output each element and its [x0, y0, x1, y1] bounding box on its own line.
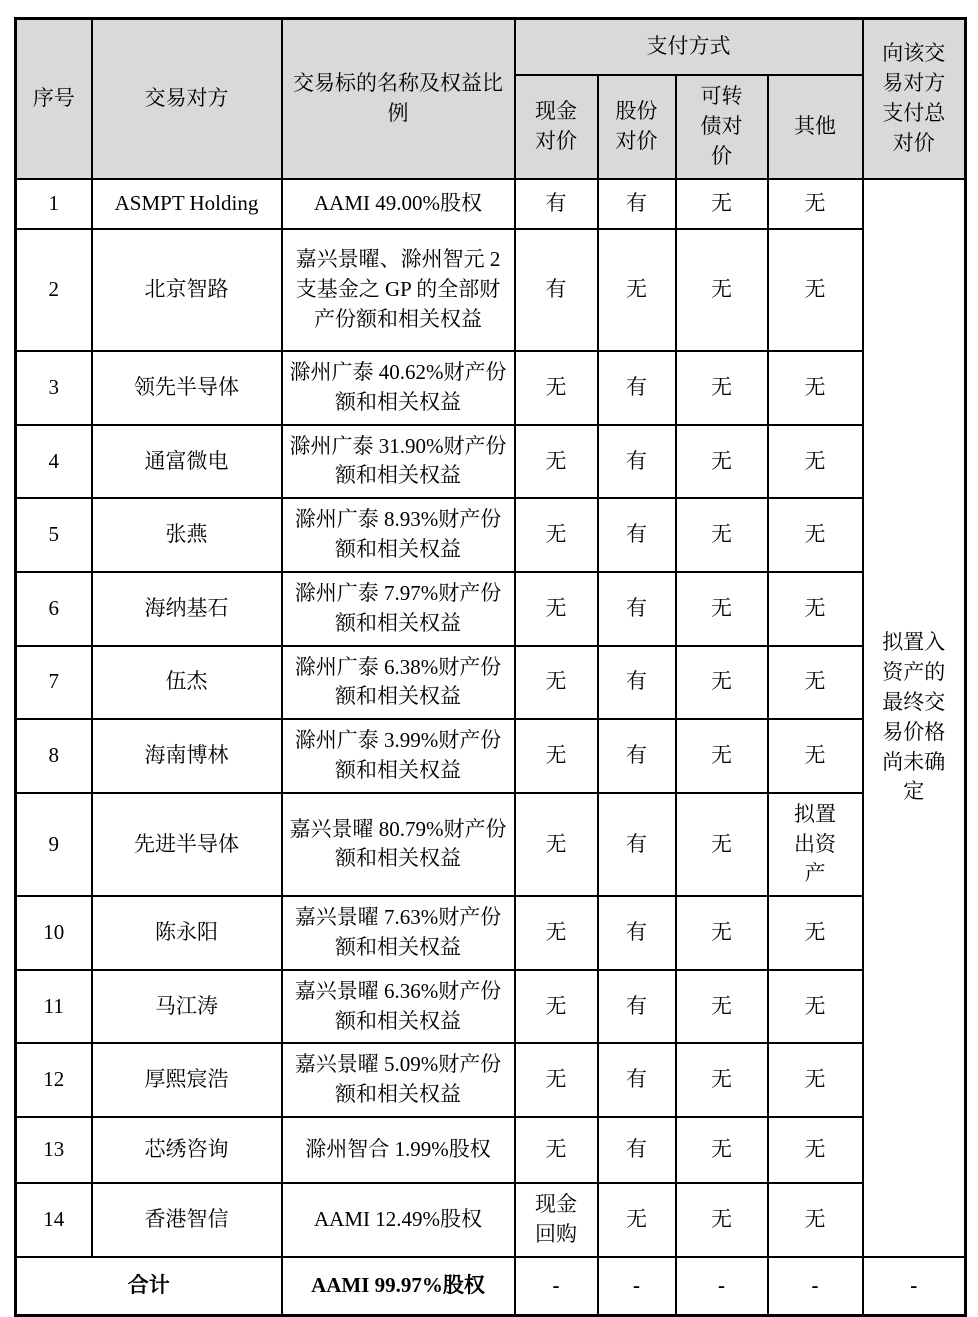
total-grand: - — [863, 1257, 966, 1316]
cell-counterparty: 芯绣咨询 — [92, 1117, 282, 1183]
cell-convertible-text: 无 — [711, 191, 732, 216]
cell-target: 滁州广泰 7.97%财产份额和相关权益 — [282, 572, 515, 646]
cell-convertible — [676, 1183, 768, 1257]
cell-counterparty: 伍杰 — [92, 646, 282, 720]
table-row — [16, 351, 966, 425]
payment-table — [14, 17, 967, 1317]
cell-shares — [598, 572, 676, 646]
cell-other-text: 无 — [804, 1137, 826, 1162]
total-convertible: - — [676, 1257, 768, 1316]
cell-shares — [598, 896, 676, 970]
cell-shares-text: 无 — [626, 277, 647, 302]
cell-counterparty: 北京智路 — [92, 229, 282, 351]
cell-other — [768, 498, 863, 572]
cell-shares-text: 有 — [626, 993, 647, 1018]
table-row — [16, 425, 966, 499]
cell-other — [768, 1043, 863, 1117]
cell-shares-text: 有 — [626, 831, 647, 856]
cell-shares-text: 有 — [626, 669, 647, 694]
cell-target: 嘉兴景曜、滁州智元 2 支基金之 GP 的全部财产份额和相关权益 — [282, 229, 515, 351]
cell-counterparty: 香港智信 — [92, 1183, 282, 1257]
cell-convertible-text: 无 — [711, 1137, 732, 1162]
cell-shares — [598, 719, 676, 793]
cell-convertible-text: 无 — [711, 920, 732, 945]
cell-shares-text: 有 — [626, 1137, 647, 1162]
table-row — [16, 719, 966, 793]
cell-cash-text: 有 — [545, 191, 567, 216]
table-row — [16, 498, 966, 572]
cell-no: 14 — [16, 1183, 92, 1257]
cell-no: 2 — [16, 229, 92, 351]
cell-other-text: 无 — [804, 595, 826, 620]
header-payment-group: 支付方式 — [515, 19, 863, 76]
cell-cash — [515, 1183, 598, 1257]
cell-counterparty: 海纳基石 — [92, 572, 282, 646]
table-row — [16, 970, 966, 1044]
cell-other — [768, 179, 863, 229]
cell-convertible — [676, 1117, 768, 1183]
cell-cash-text: 无 — [545, 1067, 567, 1092]
cell-target: 滁州广泰 40.62%财产份额和相关权益 — [282, 351, 515, 425]
cell-counterparty: 通富微电 — [92, 425, 282, 499]
table-body — [16, 179, 966, 1257]
cell-convertible — [676, 970, 768, 1044]
cell-other — [768, 970, 863, 1044]
cell-other — [768, 719, 863, 793]
cell-other-text: 拟置出资产 — [793, 801, 836, 886]
cell-convertible — [676, 896, 768, 970]
cell-other-text: 无 — [804, 743, 826, 768]
header-convertible — [676, 75, 768, 179]
table-row — [16, 572, 966, 646]
cell-cash — [515, 646, 598, 720]
cell-counterparty: 领先半导体 — [92, 351, 282, 425]
cell-shares — [598, 229, 676, 351]
cell-shares-text: 有 — [626, 920, 647, 945]
cell-no: 1 — [16, 179, 92, 229]
header-total — [863, 19, 966, 180]
cell-target: 嘉兴景曜 6.36%财产份额和相关权益 — [282, 970, 515, 1044]
cell-convertible-text: 无 — [711, 374, 732, 399]
cell-other-text: 无 — [804, 277, 826, 302]
cell-shares-text: 有 — [626, 1067, 647, 1092]
header-cash — [515, 75, 598, 179]
cell-convertible-text: 无 — [711, 993, 732, 1018]
cell-no: 8 — [16, 719, 92, 793]
table-header — [16, 19, 966, 180]
cell-cash-text: 无 — [545, 522, 567, 547]
cell-target: AAMI 12.49%股权 — [282, 1183, 515, 1257]
cell-cash — [515, 896, 598, 970]
cell-cash — [515, 572, 598, 646]
cell-shares-text: 有 — [626, 595, 647, 620]
cell-convertible — [676, 351, 768, 425]
table-row — [16, 1183, 966, 1257]
cell-no: 5 — [16, 498, 92, 572]
cell-cash-text: 无 — [545, 448, 567, 473]
table-row — [16, 179, 966, 229]
table-row — [16, 793, 966, 896]
total-target: AAMI 99.97%股权 — [282, 1257, 515, 1316]
cell-shares — [598, 425, 676, 499]
cell-target: 嘉兴景曜 80.79%财产份额和相关权益 — [282, 793, 515, 896]
cell-shares-text: 无 — [626, 1206, 647, 1231]
cell-convertible — [676, 498, 768, 572]
cell-shares-text: 有 — [626, 191, 647, 216]
cell-target: 嘉兴景曜 7.63%财产份额和相关权益 — [282, 896, 515, 970]
header-shares-label: 股份对价 — [615, 99, 658, 153]
cell-target: 滁州广泰 3.99%财产份额和相关权益 — [282, 719, 515, 793]
cell-no: 9 — [16, 793, 92, 896]
cell-cash-text: 无 — [545, 743, 567, 768]
cell-cash — [515, 1117, 598, 1183]
cell-counterparty: 海南博林 — [92, 719, 282, 793]
total-other: - — [768, 1257, 863, 1316]
cell-shares — [598, 351, 676, 425]
cell-counterparty: 陈永阳 — [92, 896, 282, 970]
total-shares: - — [598, 1257, 676, 1316]
cell-convertible-text: 无 — [711, 1206, 732, 1231]
cell-other-text: 无 — [804, 522, 826, 547]
cell-target: 滁州智合 1.99%股权 — [282, 1117, 515, 1183]
cell-other — [768, 572, 863, 646]
cell-counterparty: 马江涛 — [92, 970, 282, 1044]
cell-shares-text: 有 — [626, 522, 647, 547]
cell-other-text: 无 — [804, 191, 826, 216]
cell-other — [768, 351, 863, 425]
cell-shares — [598, 793, 676, 896]
table-row — [16, 646, 966, 720]
cell-convertible — [676, 646, 768, 720]
cell-other-text: 无 — [804, 1206, 826, 1231]
cell-no: 13 — [16, 1117, 92, 1183]
cell-convertible — [676, 572, 768, 646]
cell-counterparty: 先进半导体 — [92, 793, 282, 896]
cell-convertible-text: 无 — [711, 831, 732, 856]
cell-other — [768, 896, 863, 970]
cell-target: 滁州广泰 8.93%财产份额和相关权益 — [282, 498, 515, 572]
cell-shares — [598, 646, 676, 720]
cell-other-text: 无 — [804, 993, 826, 1018]
cell-shares-text: 有 — [626, 374, 647, 399]
cell-cash — [515, 1043, 598, 1117]
cell-other-text: 无 — [804, 374, 826, 399]
cell-shares — [598, 1043, 676, 1117]
cell-other — [768, 793, 863, 896]
cell-shares-text: 有 — [626, 743, 647, 768]
header-cash-label: 现金对价 — [534, 99, 577, 153]
table-row — [16, 1117, 966, 1183]
cell-other-text: 无 — [804, 669, 826, 694]
cell-convertible — [676, 793, 768, 896]
total-label: 合计 — [16, 1257, 282, 1316]
cell-cash — [515, 793, 598, 896]
cell-other — [768, 1117, 863, 1183]
cell-convertible-text: 无 — [711, 743, 732, 768]
cell-convertible — [676, 179, 768, 229]
cell-other — [768, 229, 863, 351]
header-total-label: 向该交易对方支付总对价 — [882, 41, 946, 155]
cell-shares-text: 有 — [626, 448, 647, 473]
cell-cash — [515, 719, 598, 793]
cell-cash — [515, 351, 598, 425]
header-target: 交易标的名称及权益比例 — [282, 19, 515, 180]
cell-no: 7 — [16, 646, 92, 720]
cell-no: 4 — [16, 425, 92, 499]
cell-convertible-text: 无 — [711, 595, 732, 620]
cell-no: 6 — [16, 572, 92, 646]
table-footer — [16, 1257, 966, 1316]
cell-convertible-text: 无 — [711, 522, 732, 547]
cell-counterparty: ASMPT Holding — [92, 179, 282, 229]
cell-cash-text: 无 — [545, 993, 567, 1018]
header-counterparty: 交易对方 — [92, 19, 282, 180]
cell-cash-text: 现金回购 — [534, 1192, 577, 1246]
cell-cash-text: 无 — [545, 920, 567, 945]
cell-cash-text: 无 — [545, 1137, 567, 1162]
header-other — [768, 75, 863, 179]
cell-cash — [515, 498, 598, 572]
cell-no: 11 — [16, 970, 92, 1044]
cell-cash — [515, 179, 598, 229]
cell-cash-text: 无 — [545, 595, 567, 620]
cell-cash — [515, 425, 598, 499]
cell-cash-text: 有 — [545, 277, 567, 302]
cell-target: 滁州广泰 6.38%财产份额和相关权益 — [282, 646, 515, 720]
cell-no: 10 — [16, 896, 92, 970]
header-convertible-label: 可转债对价 — [700, 84, 743, 168]
header-no: 序号 — [16, 19, 92, 180]
cell-no: 3 — [16, 351, 92, 425]
cell-convertible-text: 无 — [711, 1067, 732, 1092]
cell-convertible-text: 无 — [711, 448, 732, 473]
cell-convertible — [676, 229, 768, 351]
cell-target: 滁州广泰 31.90%财产份额和相关权益 — [282, 425, 515, 499]
cell-other-text: 无 — [804, 448, 826, 473]
cell-shares — [598, 1183, 676, 1257]
header-other-label: 其他 — [794, 114, 836, 139]
cell-other — [768, 1183, 863, 1257]
total-row — [16, 1257, 966, 1316]
cell-no: 12 — [16, 1043, 92, 1117]
cell-convertible — [676, 719, 768, 793]
cell-cash-text: 无 — [545, 669, 567, 694]
cell-other — [768, 425, 863, 499]
cell-convertible — [676, 1043, 768, 1117]
cell-shares — [598, 179, 676, 229]
cell-cash-text: 无 — [545, 374, 567, 399]
cell-other — [768, 646, 863, 720]
header-shares — [598, 75, 676, 179]
merged-note-text: 拟置入资产的最终交易价格尚未确定 — [882, 630, 946, 804]
cell-cash — [515, 970, 598, 1044]
table-row — [16, 229, 966, 351]
cell-convertible-text: 无 — [711, 277, 732, 302]
cell-cash — [515, 229, 598, 351]
table-row — [16, 1043, 966, 1117]
cell-convertible — [676, 425, 768, 499]
total-cash: - — [515, 1257, 598, 1316]
cell-target: 嘉兴景曜 5.09%财产份额和相关权益 — [282, 1043, 515, 1117]
merged-note-cell — [863, 179, 966, 1257]
cell-target: AAMI 49.00%股权 — [282, 179, 515, 229]
cell-other-text: 无 — [804, 920, 826, 945]
cell-shares — [598, 1117, 676, 1183]
cell-counterparty: 张燕 — [92, 498, 282, 572]
cell-other-text: 无 — [804, 1067, 826, 1092]
table-row — [16, 896, 966, 970]
cell-counterparty: 厚熙宸浩 — [92, 1043, 282, 1117]
cell-cash-text: 无 — [545, 831, 567, 856]
cell-convertible-text: 无 — [711, 669, 732, 694]
cell-shares — [598, 498, 676, 572]
cell-shares — [598, 970, 676, 1044]
